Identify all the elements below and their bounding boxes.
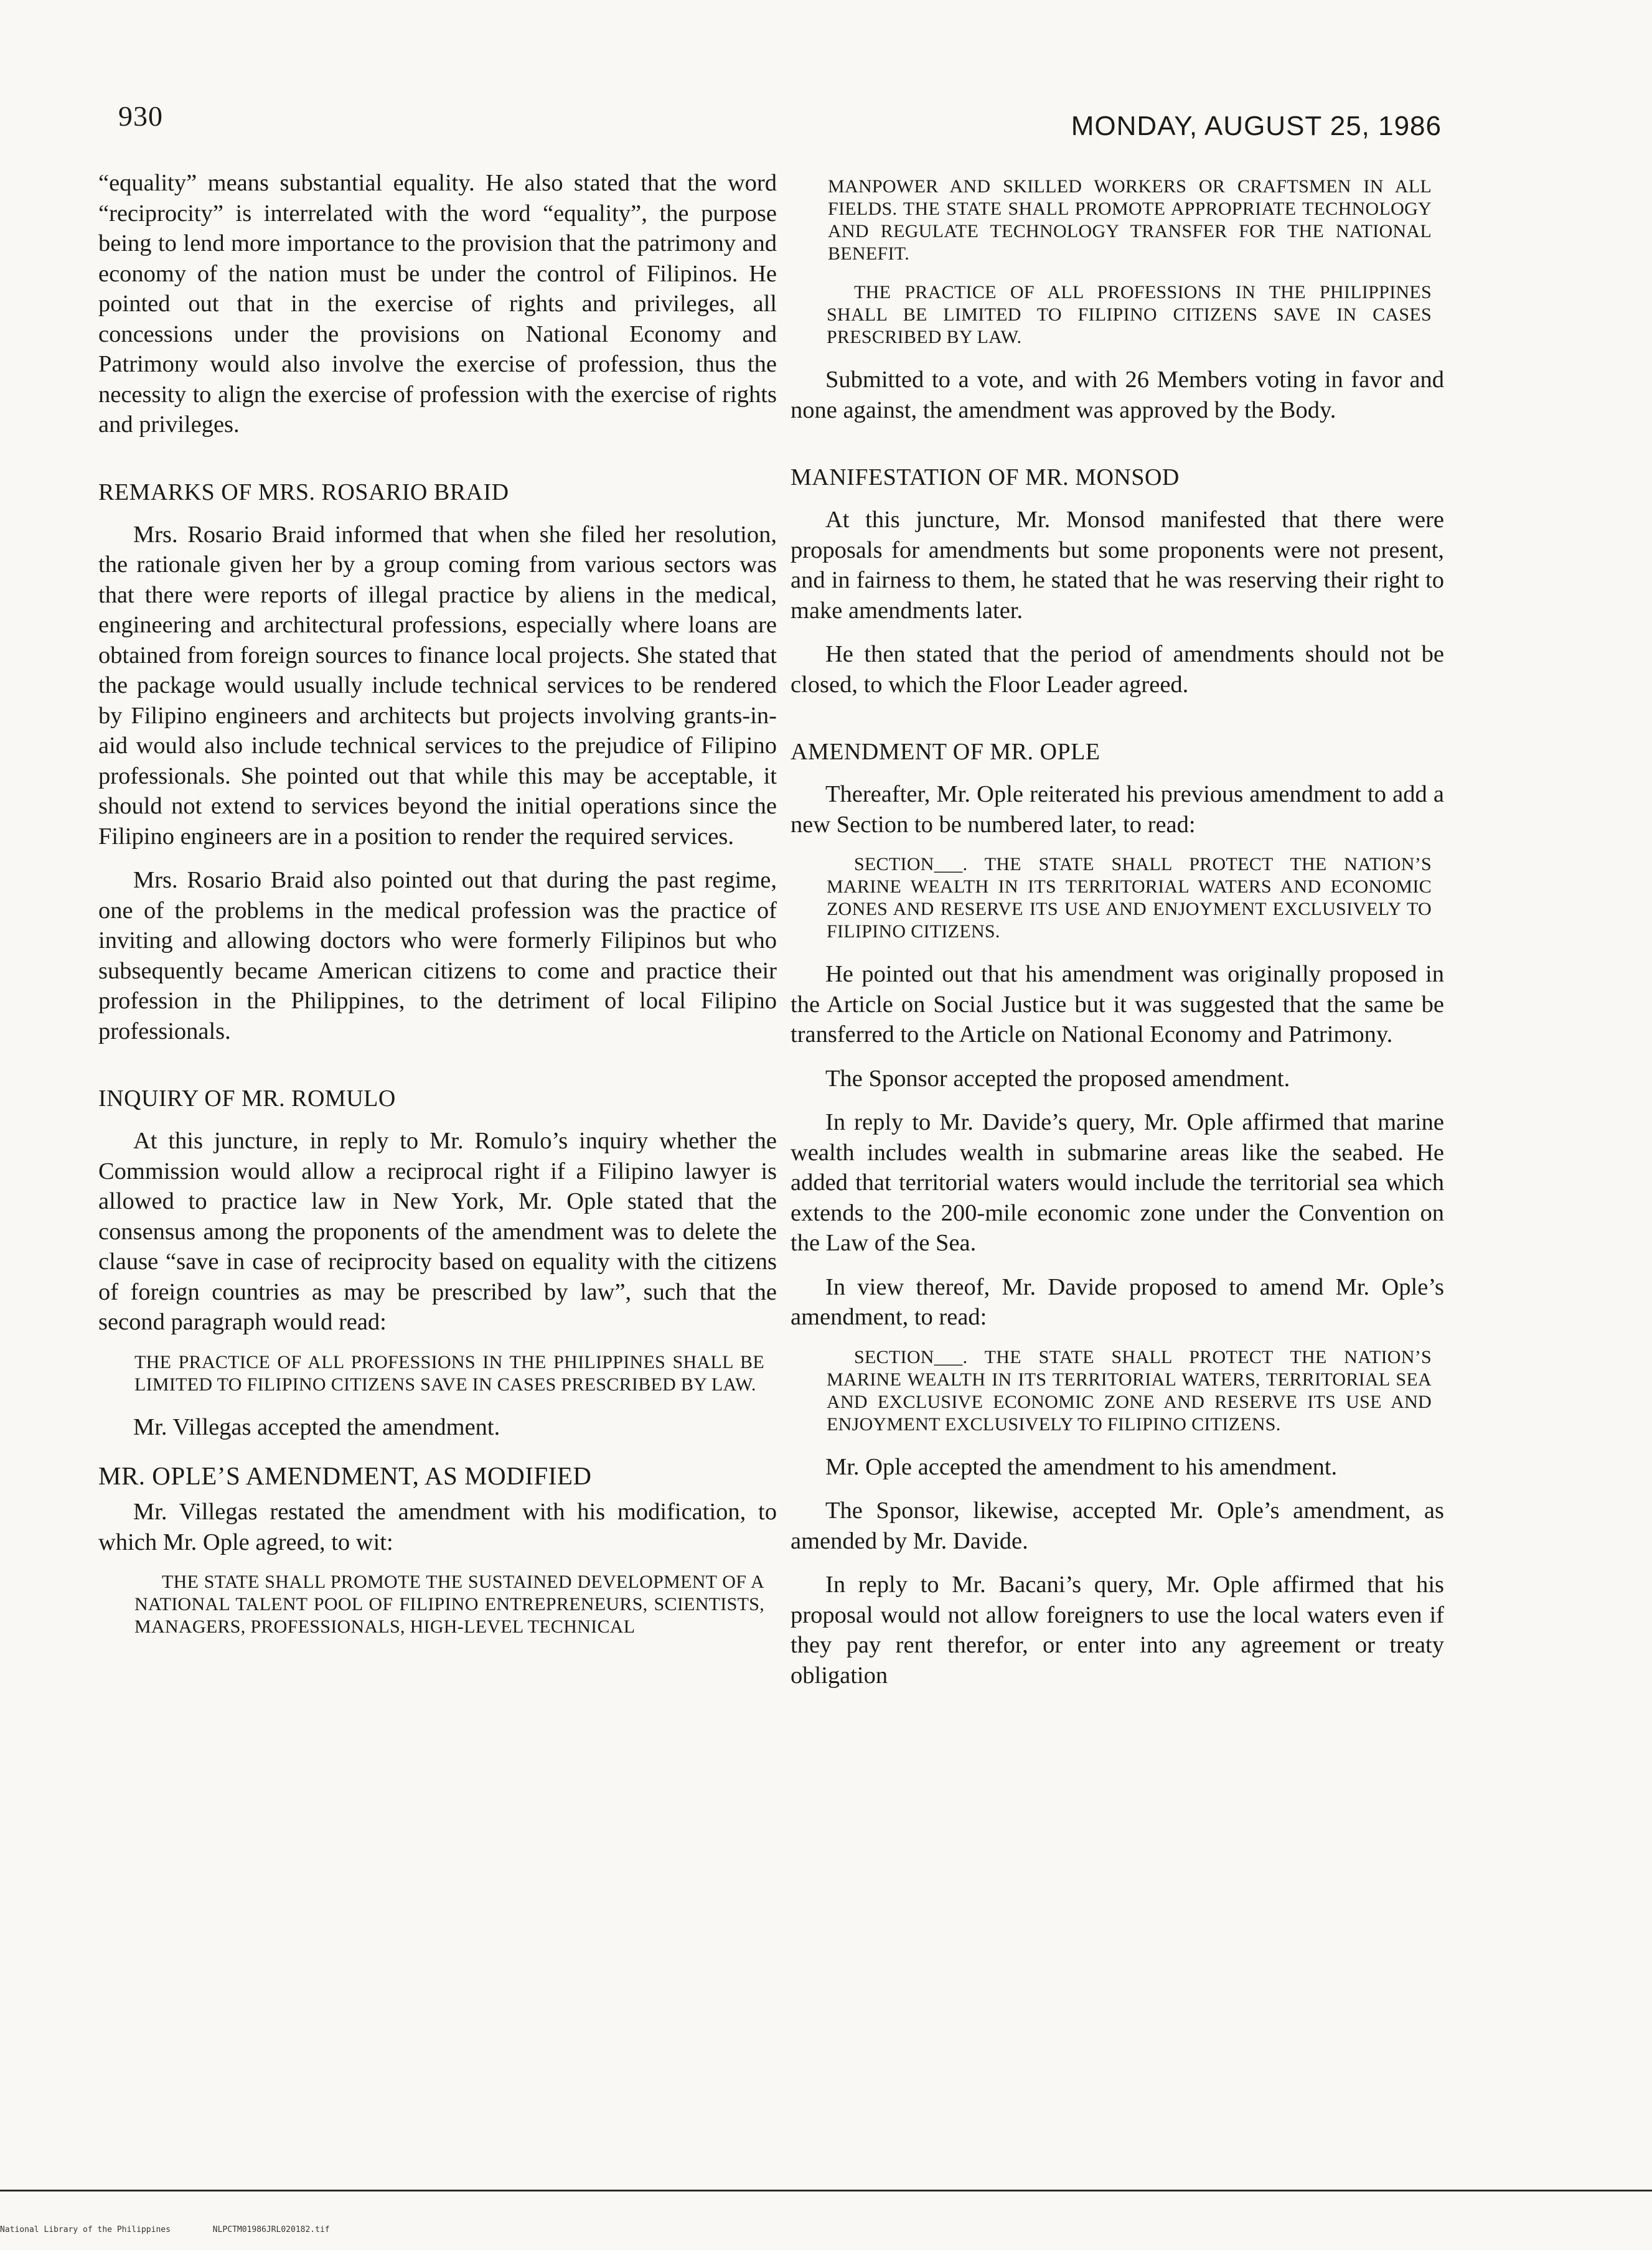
quoted-provision: MANPOWER AND SKILLED WORKERS OR CRAFTSMEN IN ALL FIELDS. THE STATE SHALL PROMOTE APPROPRIATE TECHNOLOGY AND REGULATE TECHNOLOGY TRANSFER FOR THE NATIONAL BENEFIT. (828, 176, 1432, 264)
paragraph: He then stated that the period of amendments should not be closed, to which the Floor Leader agreed. (791, 641, 1444, 698)
paragraph: At this juncture, Mr. Monsod manifested that there were proposals for amendments but some proponents were not present, and in fairness to them, he stated that he was reserving their right to make amendments later. (791, 507, 1444, 624)
paragraph: Mr. Ople accepted the amendment to his amendment. (825, 1453, 1338, 1480)
section-heading: AMENDMENT OF MR. OPLE (791, 739, 1101, 765)
paragraph: Mr. Villegas accepted the amendment. (133, 1413, 500, 1440)
paragraph: Mr. Villegas restated the amendment with his modification, to which Mr. Ople agreed, to wit: (98, 1499, 777, 1555)
paragraph: Mrs. Rosario Braid informed that when she filed her resolution, the rationale given her by a group coming from various sectors was that there were reports of illegal practice by aliens in the medical, engineering and architectural professions, especially where loans are obtained from foreign sources to finance local projects. She stated that the package would usually include technical services to be rendered by Filipino engineers and architects but projects involving grants-in-aid would also include technical services to the prejudice of Filipino professionals. She pointed out that while this may be acceptable, it should not extend to services beyond the initial operations since the Filipino engineers are in a position to render the required services. (98, 521, 777, 850)
right-column (791, 168, 1444, 1704)
paragraph: At this juncture, in reply to Mr. Romulo’s inquiry whether the Commission would allow a reciprocal right if a Filipino lawyer is allowed to practice law in New York, Mr. Ople stated that the consensus among the proponents of the amendment was to delete the clause “save in case of reciprocity based on equality with the citizens of foreign countries as may be prescribed by law”, such that the second paragraph would read: (98, 1128, 777, 1335)
scan-footer (0, 2225, 367, 2234)
section-heading: INQUIRY OF MR. ROMULO (98, 1085, 396, 1112)
left-column (98, 168, 777, 1654)
quoted-provision: SECTION___. THE STATE SHALL PROTECT THE NATION’S MARINE WEALTH IN ITS TERRITORIAL WATERS, TERRITORIAL SEA AND EXCLUSIVE ECONOMIC ZONE AND RESERVE ITS USE AND ENJOYMENT EXCLUSIVELY TO FILIPINO CITIZENS. (827, 1346, 1432, 1435)
quoted-provision: THE PRACTICE OF ALL PROFESSIONS IN THE PHILIPPINES SHALL BE LIMITED TO FILIPINO CITIZENS SAVE IN CASES PRESCRIBED BY LAW. (827, 282, 1432, 347)
paragraph: The Sponsor, likewise, accepted Mr. Ople’s amendment, as amended by Mr. Davide. (791, 1498, 1444, 1554)
quoted-provision: THE PRACTICE OF ALL PROFESSIONS IN THE PHILIPPINES SHALL BE LIMITED TO FILIPINO CITIZENS SAVE IN CASES PRESCRIBED BY LAW. (134, 1351, 764, 1395)
paragraph: In view thereof, Mr. Davide proposed to amend Mr. Ople’s amendment, to read: (791, 1273, 1444, 1330)
page-number: 930 (118, 100, 163, 132)
quoted-provision: SECTION___. THE STATE SHALL PROTECT THE NATION’S MARINE WEALTH IN ITS TERRITORIAL WATERS AND ECONOMIC ZONES AND RESERVE ITS USE AND ENJOYMENT EXCLUSIVELY TO FILIPINO CITIZENS. (827, 854, 1432, 942)
scan-filename: NLPCTM01986JRL020182.tif (212, 2225, 330, 2234)
paragraph: Submitted to a vote, and with 26 Members voting in favor and none against, the amendment was approved by the Body. (791, 367, 1444, 423)
paragraph: Mrs. Rosario Braid also pointed out that during the past regime, one of the problems in the medical profession was the practice of inviting and allowing doctors who were formerly Filipinos but who subsequently became American citizens to come and practice their profession in the Philippines, to the detriment of local Filipino professionals. (98, 867, 777, 1044)
section-heading: MANIFESTATION OF MR. MONSOD (791, 464, 1180, 490)
paragraph: “equality” means substantial equality. He also stated that the word “reciprocity” is interrelated with the word “equality”, the purpose being to lend more importance to the provision that the patrimony and economy of the nation must be under the control of Filipinos. He pointed out that in the exercise of rights and privileges, all concessions under the provisions on National Economy and Patrimony would also involve the exercise of profession, thus the necessity to align the exercise of profession with the exercise of rights and privileges. (98, 170, 777, 438)
section-heading: MR. OPLE’S AMENDMENT, AS MODIFIED (98, 1461, 592, 1490)
quoted-provision: THE STATE SHALL PROMOTE THE SUSTAINED DEVELOPMENT OF A NATIONAL TALENT POOL OF FILIPINO ENTREPRENEURS, SCIENTISTS, MANAGERS, PROFESSIONALS, HIGH-LEVEL TECHNICAL (134, 1572, 764, 1637)
paragraph: In reply to Mr. Bacani’s query, Mr. Ople affirmed that his proposal would not allow foreigners to use the local waters even if they pay rent therefor, or enter into any agreement or treaty obligation (791, 1572, 1444, 1689)
paragraph: Thereafter, Mr. Ople reiterated his previous amendment to add a new Section to be numbered later, to read: (791, 781, 1444, 838)
footer-rule (0, 2190, 1652, 2191)
paragraph: The Sponsor accepted the proposed amendment. (825, 1065, 1290, 1092)
library-credit: National Library of the Philippines (0, 2225, 171, 2234)
paragraph: He pointed out that his amendment was originally proposed in the Article on Social Justice but it was suggested that the same be transferred to the Article on National Economy and Patrimony. (791, 961, 1444, 1048)
section-heading: REMARKS OF MRS. ROSARIO BRAID (98, 479, 509, 505)
page-date: MONDAY, AUGUST 25, 1986 (1071, 111, 1442, 141)
paragraph: In reply to Mr. Davide’s query, Mr. Ople affirmed that marine wealth includes wealth in submarine areas like the seabed. He added that territorial waters would include the territorial sea which extends to the 200-mile economic zone under the Convention on the Law of the Sea. (791, 1109, 1444, 1256)
